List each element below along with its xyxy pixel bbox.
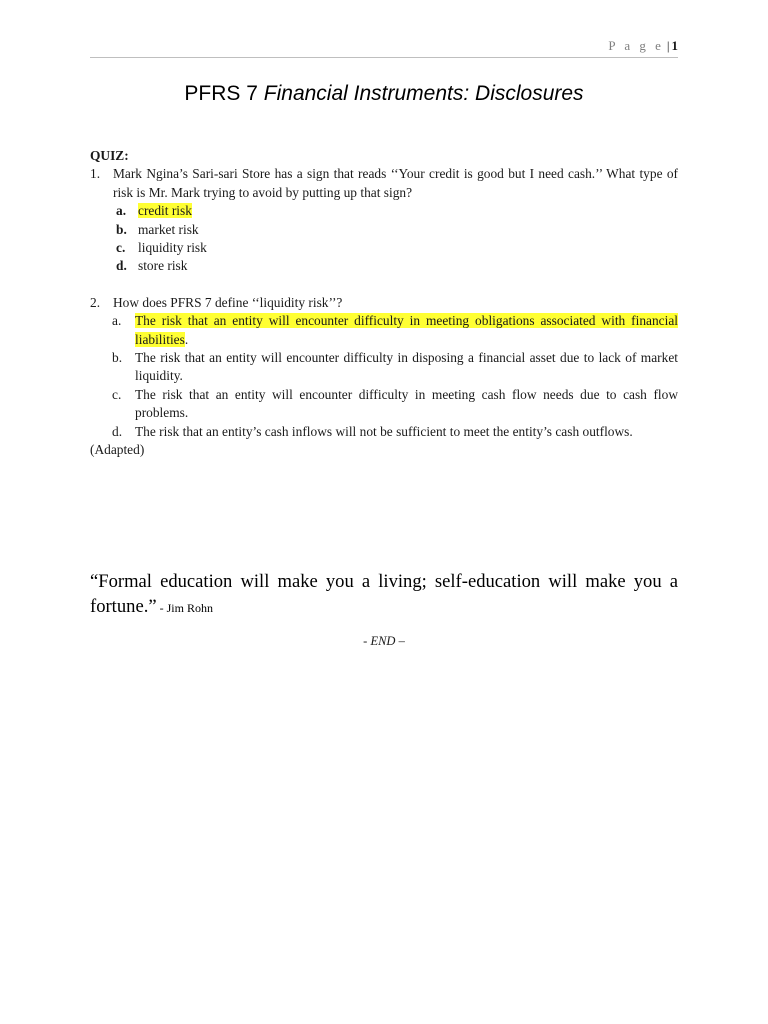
page-separator: | bbox=[666, 38, 670, 53]
option-d bbox=[112, 423, 678, 441]
option-d bbox=[116, 257, 678, 275]
option-a bbox=[112, 312, 678, 349]
option-letter: a. bbox=[116, 203, 127, 219]
document-title bbox=[90, 82, 678, 106]
option-a bbox=[116, 202, 678, 220]
question-text: How does PFRS 7 define ‘‘liquidity risk’’? bbox=[113, 294, 343, 310]
page-header bbox=[90, 38, 678, 58]
quote-author: - Jim Rohn bbox=[156, 601, 213, 615]
option-letter: d. bbox=[112, 423, 123, 439]
question-number: 2. bbox=[90, 294, 101, 310]
title-italic: Financial Instruments: Disclosures bbox=[263, 82, 584, 105]
question-2 bbox=[90, 294, 678, 312]
option-text: The risk that an entity will encounter difficulty in meeting cash flow needs due to cash flow problems. bbox=[135, 386, 678, 421]
option-letter: d. bbox=[116, 258, 127, 274]
end-marker: - END – bbox=[363, 634, 405, 648]
option-letter: a. bbox=[112, 313, 122, 329]
option-suffix: . bbox=[184, 331, 189, 347]
title-prefix: PFRS 7 bbox=[184, 82, 264, 105]
option-c bbox=[116, 239, 678, 257]
option-text: store risk bbox=[138, 258, 188, 274]
option-text: market risk bbox=[138, 221, 199, 237]
question-2-options bbox=[90, 312, 678, 441]
question-text: Mark Ngina’s Sari-sari Store has a sign that reads ‘‘Your credit is good but I need cash.’’ What type of risk is Mr. Mark trying to avoid by putting up that sign? bbox=[113, 166, 678, 200]
question-1 bbox=[90, 165, 678, 202]
source-note: (Adapted) bbox=[90, 442, 145, 458]
highlighted-answer: The risk that an entity will encounter difficulty in meeting obligations associated with financial liabilities bbox=[135, 313, 678, 347]
quote-text: “Formal education will make you a living; self-education will make you a fortune.” bbox=[90, 571, 678, 617]
option-text: The risk that an entity’s cash inflows will not be sufficient to meet the entity’s cash outflows. bbox=[135, 423, 633, 439]
spacer bbox=[90, 276, 678, 294]
question-number: 1. bbox=[90, 166, 101, 182]
motivational-quote bbox=[90, 569, 678, 621]
page-label: P a g e bbox=[608, 38, 664, 53]
option-text: The risk that an entity will encounter difficulty in disposing a financial asset due to lack of market liquidity. bbox=[135, 350, 678, 384]
quiz-heading: QUIZ: bbox=[90, 148, 129, 163]
quiz-section bbox=[90, 147, 678, 460]
question-1-options bbox=[90, 202, 678, 276]
option-c bbox=[112, 386, 678, 423]
option-letter: b. bbox=[112, 350, 123, 366]
page-number: 1 bbox=[671, 38, 678, 53]
option-text: liquidity risk bbox=[138, 240, 207, 256]
option-letter: c. bbox=[112, 386, 122, 402]
option-letter: b. bbox=[116, 221, 127, 237]
highlighted-answer: credit risk bbox=[138, 203, 192, 219]
option-letter: c. bbox=[116, 240, 126, 256]
option-b bbox=[116, 221, 678, 239]
option-b bbox=[112, 349, 678, 386]
